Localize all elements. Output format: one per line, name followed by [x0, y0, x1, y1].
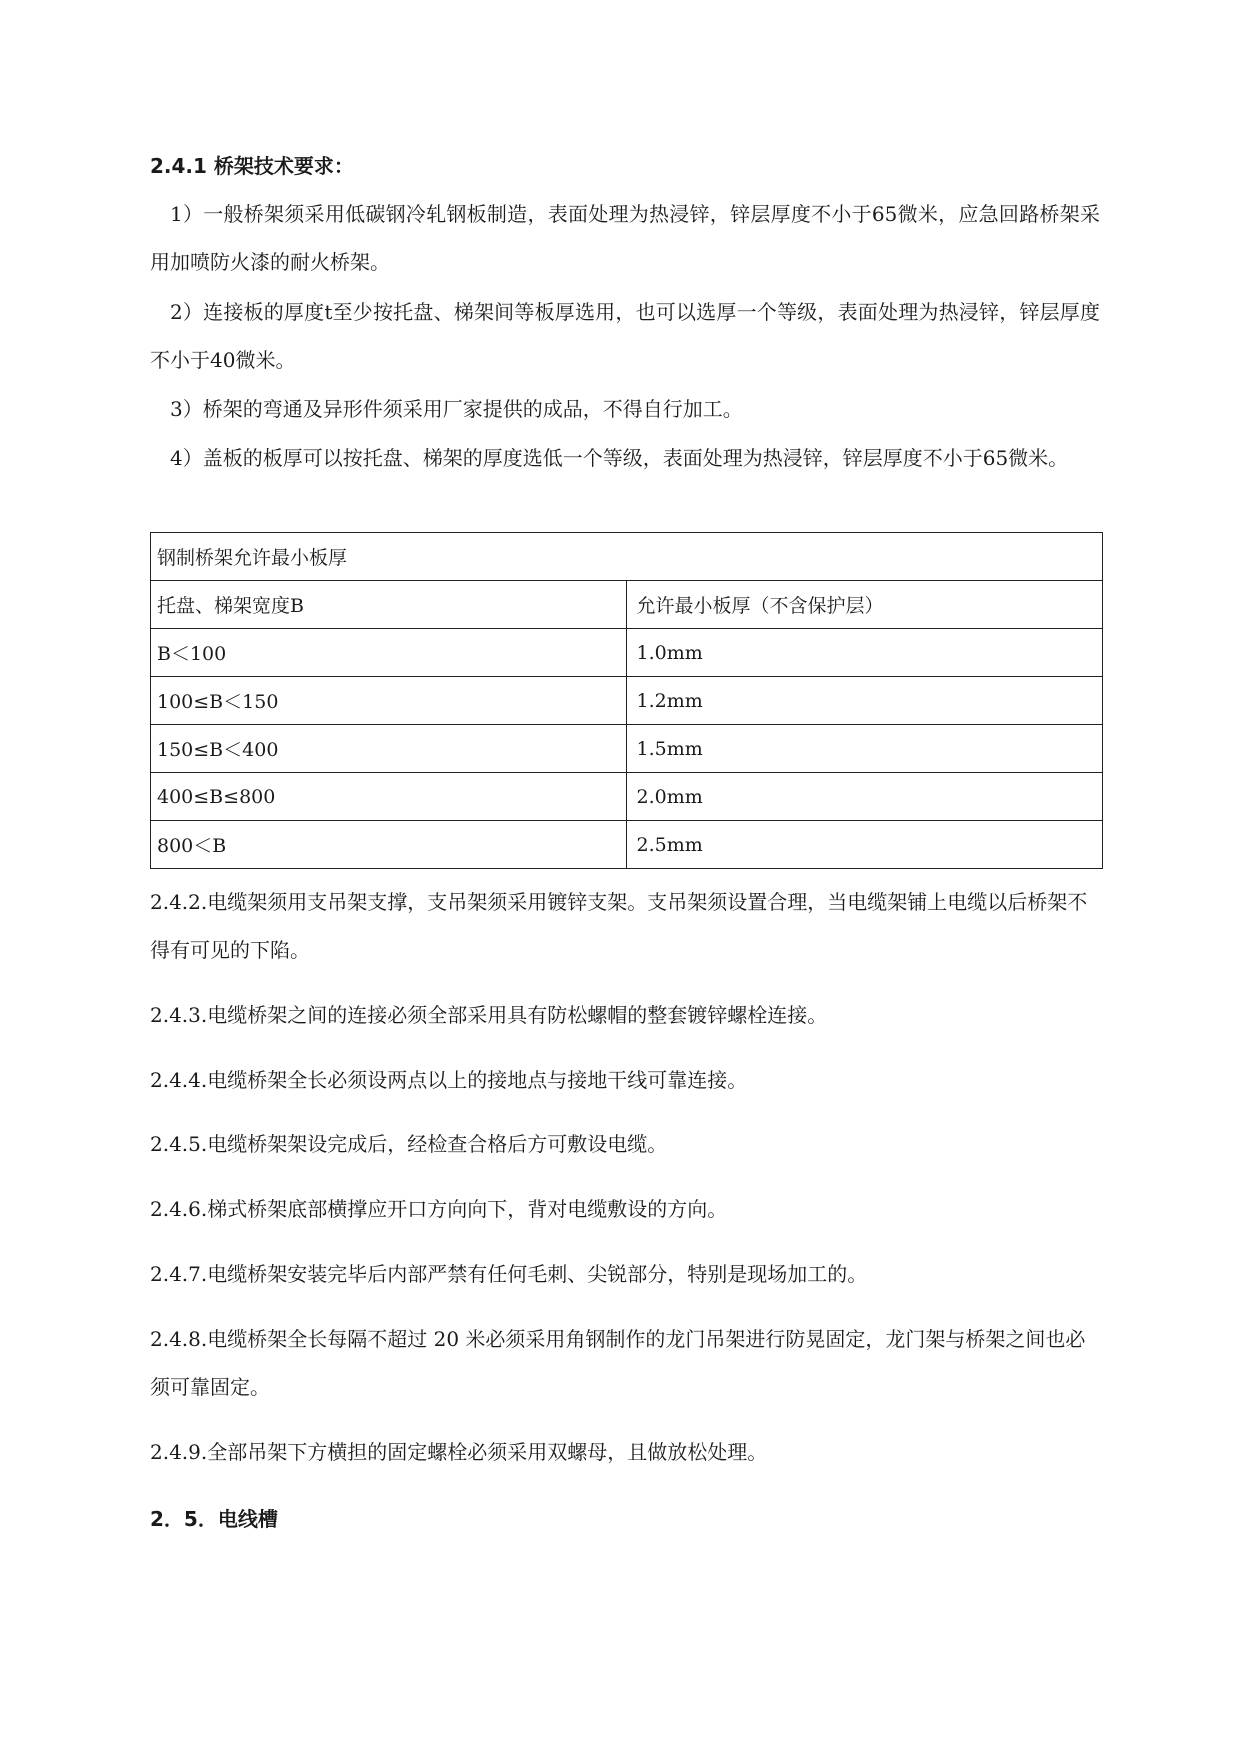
- table-row: [151, 725, 1103, 773]
- table-header-thickness: 允许最小板厚（不含保护层）: [626, 581, 1102, 629]
- table-cell-thickness: 1.0mm: [626, 629, 1102, 677]
- table-header-row: [151, 581, 1103, 629]
- item-2-4-3: 2.4.3.电缆桥架之间的连接必须全部采用具有防松螺帽的整套镀锌螺栓连接。: [150, 1003, 828, 1027]
- table-cell-thickness: 1.5mm: [626, 725, 1102, 773]
- table-row: [151, 629, 1103, 677]
- item-2-4-9: 2.4.9.全部吊架下方横担的固定螺栓必须采用双螺母，且做放松处理。: [150, 1440, 768, 1464]
- table-cell-width: 100≤B＜150: [151, 677, 627, 725]
- paragraph-3: 3）桥架的弯通及异形件须采用厂家提供的成品，不得自行加工。: [170, 397, 743, 421]
- item-2-4-4: 2.4.4.电缆桥架全长必须设两点以上的接地点与接地干线可靠连接。: [150, 1068, 748, 1092]
- item-2-4-5: 2.4.5.电缆桥架架设完成后，经检查合格后方可敷设电缆。: [150, 1132, 668, 1156]
- item-2-4-7: 2.4.7.电缆桥架安装完毕后内部严禁有任何毛刺、尖锐部分，特别是现场加工的。: [150, 1262, 868, 1286]
- section-heading-2-4-1: 2.4.1 桥架技术要求：: [150, 154, 354, 178]
- table-caption-row: [151, 533, 1103, 581]
- table-cell-width: 800＜B: [151, 821, 627, 869]
- table-caption: 钢制桥架允许最小板厚: [151, 533, 1103, 581]
- table-row: [151, 677, 1103, 725]
- table-row: [151, 773, 1103, 821]
- section-heading-2-5: 2．5．电线槽: [150, 1507, 278, 1531]
- table-cell-width: B＜100: [151, 629, 627, 677]
- item-2-4-6: 2.4.6.梯式桥架底部横撑应开口方向向下，背对电缆敷设的方向。: [150, 1197, 728, 1221]
- table-row: [151, 821, 1103, 869]
- paragraph-2: 2）连接板的厚度t至少按托盘、梯架间等板厚选用，也可以选厚一个等级，表面处理为热浸锌，锌层厚度不小于40微米。: [150, 300, 1100, 372]
- table-cell-thickness: 1.2mm: [626, 677, 1102, 725]
- min-thickness-table: [150, 532, 1103, 869]
- item-2-4-8: 2.4.8.电缆桥架全长每隔不超过 20 米必须采用角钢制作的龙门吊架进行防晃固定，龙门架与桥架之间也必须可靠固定。: [150, 1327, 1086, 1399]
- table-cell-thickness: 2.5mm: [626, 821, 1102, 869]
- table-header-width: 托盘、梯架宽度B: [151, 581, 627, 629]
- table-cell-width: 400≤B≤800: [151, 773, 627, 821]
- paragraph-1: 1）一般桥架须采用低碳钢冷轧钢板制造，表面处理为热浸锌，锌层厚度不小于65微米，应急回路桥架采用加喷防火漆的耐火桥架。: [150, 202, 1100, 274]
- table-cell-thickness: 2.0mm: [626, 773, 1102, 821]
- table-cell-width: 150≤B＜400: [151, 725, 627, 773]
- paragraph-4: 4）盖板的板厚可以按托盘、梯架的厚度选低一个等级，表面处理为热浸锌，锌层厚度不小于65微米。: [170, 446, 1069, 470]
- item-2-4-2: 2.4.2.电缆架须用支吊架支撑，支吊架须采用镀锌支架。支吊架须设置合理，当电缆架铺上电缆以后桥架不得有可见的下陷。: [150, 890, 1088, 962]
